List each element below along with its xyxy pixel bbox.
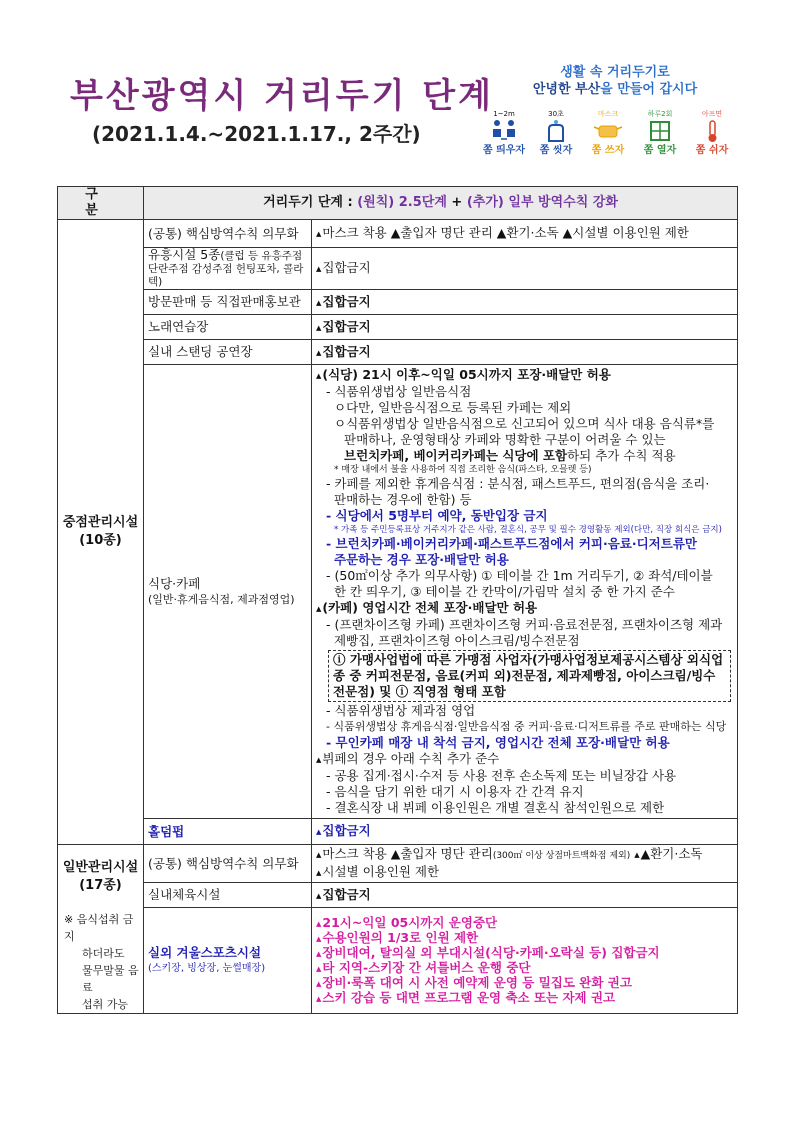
content-line [316, 367, 733, 384]
table-header-row [58, 187, 738, 220]
triangle-bullet-icon: ▲ [316, 934, 322, 943]
header-stage [144, 187, 738, 220]
group-name: 일반관리시설 [62, 860, 139, 875]
row-content-text: 집합금지 [322, 293, 371, 309]
icon-tag: 마스크 [597, 110, 619, 118]
content-line: 한 칸 띄우기, ③ 테이블 간 칸막이/가림막 설치 중 한 가지 준수 [334, 584, 675, 599]
content-line: - 공용 집게·접시·수저 등 사용 전후 손소독제 또는 비닐장갑 사용 [326, 768, 677, 783]
triangle-bullet-icon: ▲ [316, 372, 322, 380]
triangle-bullet-icon: ▲ [316, 964, 322, 973]
icon-tag: 아프면 [701, 110, 723, 118]
group-name: 중점관리시설 [62, 515, 139, 530]
icon-item-mask [582, 110, 634, 157]
row-content-text: 마스크 착용 ▲출입자 명단 관리 ▲환기·소독 ▲시설별 이용인원 제한 [322, 225, 689, 240]
content-line [316, 976, 733, 991]
row-label [144, 908, 312, 1014]
content-line: - 음식을 담기 위한 대기 시 이용자 간 간격 유지 [326, 784, 584, 799]
icon-caption: 쫌 열자 [643, 145, 677, 156]
slogan-line-1: 생활 속 거리두기로 [560, 65, 670, 80]
content-line-highlight: - 브런치카페·베이커리카페·패스트푸드점에서 커피·음료·디저트류만 [326, 536, 697, 551]
triangle-bullet-icon: ▲ [316, 298, 322, 307]
row-content-text: 집합금지 [322, 318, 371, 334]
content-line: 판매하는 경우에 한함) 등 [334, 492, 472, 507]
triangle-bullet-icon: ▲ [316, 605, 322, 613]
row-label-main: 유흥시설 5종 [148, 247, 221, 262]
content-line [316, 991, 733, 1006]
content-line [316, 961, 733, 976]
table-row [58, 340, 738, 365]
content-line [316, 946, 733, 961]
mask-icon [582, 119, 634, 145]
header-stage-prefix: 거리두기 단계 : [263, 195, 358, 210]
icon-item-distance [478, 110, 530, 157]
table-row [58, 365, 738, 819]
content-line [316, 846, 733, 864]
row-content-text: 집합금지 [322, 886, 371, 902]
table-row [58, 845, 738, 883]
group-count: (10종) [79, 533, 122, 548]
content-line: - (50㎡이상 추가 의무사항) ① 테이블 간 1m 거리두기, ② 좌석/테이블 [326, 568, 713, 583]
triangle-bullet-icon: ▲ [634, 851, 640, 859]
icon-item-wash [530, 110, 582, 157]
triangle-bullet-icon: ▲ [316, 994, 322, 1003]
distance-people-icon [478, 119, 530, 145]
content-text: 타 지역-스키장 간 셔틀버스 운행 중단 [322, 959, 531, 975]
content-line-highlight: 주문하는 경우 포장·배달만 허용 [334, 552, 509, 567]
row-label: (공통) 핵심방역수칙 의무화 [144, 845, 312, 883]
row-content-restaurant-cafe [312, 365, 738, 819]
triangle-bullet-icon: ▲ [316, 891, 322, 900]
content-line [316, 751, 733, 768]
row-content [312, 220, 738, 248]
triangle-bullet-icon: ▲ [316, 828, 322, 836]
page-title: 부산광역시 거리두기 단계 [70, 76, 494, 116]
content-text: 장비대여, 탈의실 외 부대시설(식당·카페·오락실 등) 집합금지 [322, 944, 660, 960]
content-text-small: (300㎡ 이상 상점마트백화점 제외) [492, 851, 631, 861]
note-line: 하더라도 [82, 947, 125, 960]
table-row [58, 908, 738, 1014]
content-text: 시설별 이용인원 제한 [322, 864, 440, 879]
icon-caption: 쫌 띄우자 [482, 145, 526, 156]
content-line: 제빵집, 프랜차이즈형 아이스크림/빙수전문점 [334, 633, 580, 648]
table-row [58, 220, 738, 248]
thermometer-icon [686, 119, 738, 145]
icon-tag: 30초 [548, 110, 564, 118]
content-line: - 식품위생법상 휴게음식점·일반음식점 중 커피·음료·디저트류를 주로 판매하는 식당 [326, 720, 727, 733]
content-line [316, 600, 733, 617]
slogan-rest: 을 만들어 갑시다 [600, 82, 698, 97]
content-text: ▲환기·소독 [640, 846, 703, 861]
header-category: 구 분 [58, 187, 144, 220]
content-line: - 카페를 제외한 휴게음식점 : 분식점, 패스트푸드, 편의점(음식을 조리· [326, 476, 710, 491]
content-text: 장비·룩폭 대여 시 사전 예약제 운영 등 밀집도 완화 권고 [322, 974, 632, 990]
row-label: 노래연습장 [144, 315, 312, 340]
slogan [505, 64, 725, 98]
content-line: - 식품위생법상 제과점 영업 [326, 703, 476, 718]
content-text: 뷔페의 경우 아래 수칙 추가 준수 [322, 751, 500, 766]
row-label-detail: (클럽 등 유흥주점 [220, 250, 303, 262]
content-line: 판매하나, 운영형태상 카페와 명확한 구분이 어려울 수 있는 [344, 432, 666, 447]
row-content [312, 248, 738, 290]
row-content [312, 315, 738, 340]
hygiene-icons [478, 110, 738, 170]
row-label [144, 365, 312, 819]
row-content-text: 집합금지 [322, 823, 371, 838]
content-line: ㅇ다만, 일반음식점으로 등록된 카페는 제외 [334, 400, 572, 415]
triangle-bullet-icon: ▲ [316, 756, 322, 764]
row-label-main: 실외 겨울스포츠시설 [148, 944, 262, 960]
row-label [144, 248, 312, 290]
window-icon [634, 119, 686, 145]
icon-item-rest [686, 110, 738, 157]
group-focus-facilities [58, 220, 144, 845]
group-general-facilities [58, 845, 144, 1014]
content-line-highlight: - 무인카페 매장 내 착석 금지, 영업시간 전체 포장·배달만 허용 [326, 735, 670, 750]
table-row [58, 315, 738, 340]
triangle-bullet-icon: ▲ [316, 230, 322, 238]
row-label: 방문판매 등 직접판매홍보관 [144, 290, 312, 315]
triangle-bullet-icon: ▲ [316, 323, 322, 332]
note-line: ※ 음식섭취 금지 [64, 913, 134, 943]
icon-caption: 쫌 쓰자 [591, 145, 625, 156]
header-stage-principle: (원칙) 2.5단계 [357, 195, 447, 210]
icon-caption: 쫌 씻자 [539, 145, 573, 156]
icon-tag: 하루2회 [647, 110, 673, 118]
content-line: - (프랜차이즈형 카페) 프랜차이즈형 커피·음료전문점, 프랜차이즈형 제과 [326, 617, 723, 632]
content-text: 21시~익일 05시까지 운영중단 [322, 914, 498, 930]
group-count: (17종) [79, 878, 122, 893]
row-label-detail-2: 단란주점 감성주점 헌팅포차, 콜라텍) [148, 263, 304, 288]
icon-caption: 쫌 쉬자 [695, 145, 729, 156]
row-label: 실내 스탠딩 공연장 [144, 340, 312, 365]
content-line [316, 448, 733, 464]
content-text: (카페) 영업시간 전체 포장·배달만 허용 [322, 600, 538, 615]
content-text: (식당) 21시 이후~익일 05시까지 포장·배달만 허용 [322, 367, 611, 382]
row-label: (공통) 핵심방역수칙 의무화 [144, 220, 312, 248]
row-label: 실내체육시설 [144, 883, 312, 908]
content-line: - 결혼식장 내 뷔페 이용인원은 개별 결혼식 참석인원으로 제한 [326, 800, 665, 815]
group-note [62, 911, 139, 1013]
table-row [58, 883, 738, 908]
slogan-line-2 [505, 81, 725, 98]
note-line: 물무말물 음료 [82, 964, 139, 994]
row-content [312, 883, 738, 908]
triangle-bullet-icon: ▲ [316, 979, 322, 988]
content-text: 하되 추가 수칙 적용 [567, 448, 676, 463]
table-row [58, 290, 738, 315]
row-content [312, 290, 738, 315]
note-line: 섭취 가능 [82, 998, 129, 1011]
triangle-bullet-icon: ▲ [316, 265, 322, 273]
content-line-highlight: - 식당에서 5명부터 예약, 동반입장 금지 [326, 508, 548, 523]
content-emphasis: 브런치카페, 베이커리카페는 식당에 포함 [344, 448, 568, 463]
icon-tag: 1~2m [493, 110, 515, 118]
content-text: 스키 강습 등 대면 프로그램 운영 축소 또는 자제 권고 [322, 989, 616, 1005]
content-text: 마스크 착용 ▲출입자 명단 관리 [322, 846, 493, 861]
table-row [58, 819, 738, 845]
row-content-text: 집합금지 [322, 343, 371, 359]
triangle-bullet-icon: ▲ [316, 949, 322, 958]
content-line [316, 916, 733, 931]
row-content-text: 집합금지 [322, 260, 371, 275]
row-content-winter-sports [312, 908, 738, 1014]
franchise-note-box: ⓘ 가맹사업법에 따른 가맹점 사업자(가맹사업정보제공시스템상 외식업종 중 커피전문점, 음료(커피 외)전문점, 제과제빵점, 아이스크림/빙수전문점) 및 ⓘ 직영점 형태 포함 [328, 650, 731, 702]
triangle-bullet-icon: ▲ [316, 869, 322, 877]
row-label-detail: (스키장, 빙상장, 눈썰매장) [148, 962, 266, 974]
content-footnote: * 가족 등 주민등록표상 거주지가 같은 사람, 결혼식, 공무 및 필수 경영활동 제외(다만, 직장 회식은 금지) [334, 525, 722, 535]
hand-wash-icon [530, 119, 582, 145]
distancing-table [57, 186, 738, 1014]
row-label: 홀덤펍 [144, 819, 312, 845]
slogan-highlight: 안녕한 부산 [532, 82, 601, 97]
row-content [312, 340, 738, 365]
triangle-bullet-icon: ▲ [316, 348, 322, 357]
row-label-detail: (일반·휴게음식점, 제과점영업) [148, 592, 295, 606]
content-line [316, 931, 733, 946]
table-row [58, 248, 738, 290]
icon-item-window [634, 110, 686, 157]
header-stage-plus: + [446, 195, 467, 210]
header-stage-additional: (추가) 일부 방역수칙 강화 [466, 195, 618, 210]
row-content [312, 819, 738, 845]
content-text: 수용인원의 1/3로 인원 제한 [322, 929, 479, 945]
content-line [316, 864, 733, 881]
row-label-main: 식당·카페 [148, 575, 201, 591]
triangle-bullet-icon: ▲ [316, 919, 322, 928]
content-line: - 식품위생법상 일반음식점 [326, 384, 472, 399]
content-footnote: * 매장 내에서 불을 사용하여 직접 조리한 음식(파스타, 오믈렛 등) [334, 465, 592, 475]
content-line: ㅇ식품위생법상 일반음식점으로 신고되어 있으며 식사 대용 음식류*를 [334, 416, 715, 431]
triangle-bullet-icon: ▲ [316, 851, 322, 859]
row-content [312, 845, 738, 883]
period-subtitle: (2021.1.4.~2021.1.17., 2주간) [92, 122, 421, 146]
